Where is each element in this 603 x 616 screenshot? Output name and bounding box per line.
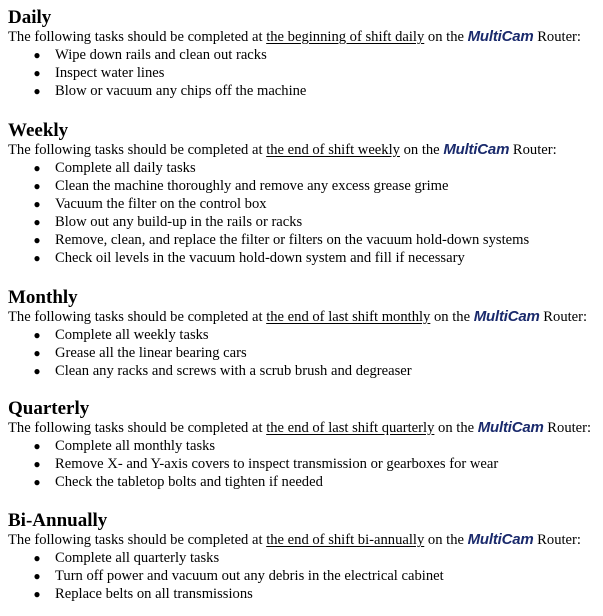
task-list bbox=[8, 159, 603, 267]
task-text: Clean the machine thoroughly and remove any excess grease grime bbox=[55, 178, 449, 194]
task-item bbox=[8, 437, 603, 455]
task-text: Clean any racks and screws with a scrub brush and degreaser bbox=[55, 363, 412, 379]
brand-name: MultiCam bbox=[467, 28, 534, 45]
intro-suffix: Router: bbox=[533, 532, 581, 548]
bullet-icon: ● bbox=[33, 251, 41, 265]
task-item bbox=[8, 231, 603, 249]
section-heading: Daily bbox=[8, 7, 52, 28]
task-text: Complete all daily tasks bbox=[55, 160, 196, 176]
section-quarterly bbox=[8, 399, 603, 491]
intro-middle: on the bbox=[399, 142, 444, 158]
bullet-icon: ● bbox=[33, 457, 41, 471]
intro-prefix: The following tasks should be completed at bbox=[8, 420, 267, 436]
task-item bbox=[8, 249, 603, 267]
task-text: Turn off power and vacuum out any debris in the electrical cabinet bbox=[55, 568, 444, 584]
task-text: Complete all quarterly tasks bbox=[55, 550, 220, 566]
task-item bbox=[8, 362, 603, 380]
brand-name: MultiCam bbox=[477, 419, 544, 436]
brand-name: MultiCam bbox=[473, 308, 540, 325]
intro-suffix: Router: bbox=[539, 309, 588, 325]
task-text: Wipe down rails and clean out racks bbox=[55, 47, 267, 63]
section-monthly bbox=[8, 288, 603, 380]
intro-timing: the end of shift weekly bbox=[266, 142, 400, 158]
task-text: Check oil levels in the vacuum hold-down system and fill if necessary bbox=[55, 250, 465, 266]
section-intro bbox=[8, 531, 603, 549]
task-text: Inspect water lines bbox=[55, 65, 165, 81]
bullet-icon: ● bbox=[33, 48, 41, 62]
bullet-icon: ● bbox=[33, 84, 41, 98]
section-heading: Monthly bbox=[8, 287, 78, 308]
bullet-icon: ● bbox=[33, 551, 41, 565]
section-daily bbox=[8, 8, 603, 100]
task-text: Blow or vacuum any chips off the machine bbox=[55, 83, 307, 99]
intro-timing: the end of shift bi-annually bbox=[266, 532, 425, 548]
task-text: Replace belts on all transmissions bbox=[55, 586, 253, 602]
task-item bbox=[8, 344, 603, 362]
section-intro bbox=[8, 141, 603, 159]
task-text: Blow out any build-up in the rails or racks bbox=[55, 214, 303, 230]
task-item bbox=[8, 82, 603, 100]
task-item bbox=[8, 473, 603, 491]
intro-prefix: The following tasks should be completed at bbox=[8, 532, 267, 548]
intro-timing: the end of last shift monthly bbox=[266, 309, 431, 325]
task-item bbox=[8, 213, 603, 231]
bullet-icon: ● bbox=[33, 364, 41, 378]
intro-prefix: The following tasks should be completed at bbox=[8, 309, 267, 325]
bullet-icon: ● bbox=[33, 215, 41, 229]
bullet-icon: ● bbox=[33, 439, 41, 453]
section-heading: Quarterly bbox=[8, 398, 90, 419]
intro-middle: on the bbox=[424, 532, 468, 548]
bullet-icon: ● bbox=[33, 569, 41, 583]
brand-name: MultiCam bbox=[443, 141, 510, 158]
intro-middle: on the bbox=[434, 420, 478, 436]
bullet-icon: ● bbox=[33, 346, 41, 360]
section-intro bbox=[8, 308, 603, 326]
task-item bbox=[8, 567, 603, 585]
intro-middle: on the bbox=[430, 309, 474, 325]
bullet-icon: ● bbox=[33, 179, 41, 193]
intro-prefix: The following tasks should be completed at bbox=[8, 29, 267, 45]
section-intro bbox=[8, 28, 603, 46]
task-item bbox=[8, 549, 603, 567]
bullet-icon: ● bbox=[33, 161, 41, 175]
bullet-icon: ● bbox=[33, 197, 41, 211]
task-item bbox=[8, 455, 603, 473]
task-text: Complete all weekly tasks bbox=[55, 327, 209, 343]
task-item bbox=[8, 326, 603, 344]
section-weekly bbox=[8, 121, 603, 267]
task-list bbox=[8, 326, 603, 380]
section-heading: Weekly bbox=[8, 120, 69, 141]
section-heading: Bi-Annually bbox=[8, 510, 108, 531]
task-text: Remove, clean, and replace the filter or filters on the vacuum hold-down systems bbox=[55, 232, 530, 248]
intro-middle: on the bbox=[424, 29, 468, 45]
bullet-icon: ● bbox=[33, 233, 41, 247]
task-item bbox=[8, 177, 603, 195]
task-item bbox=[8, 159, 603, 177]
intro-suffix: Router: bbox=[543, 420, 592, 436]
intro-suffix: Router: bbox=[509, 142, 557, 158]
intro-prefix: The following tasks should be completed at bbox=[8, 142, 267, 158]
task-text: Grease all the linear bearing cars bbox=[55, 345, 247, 361]
task-text: Remove X- and Y-axis covers to inspect transmission or gearboxes for wear bbox=[55, 456, 499, 472]
bullet-icon: ● bbox=[33, 475, 41, 489]
task-item bbox=[8, 46, 603, 64]
intro-suffix: Router: bbox=[533, 29, 581, 45]
section-intro bbox=[8, 419, 603, 437]
task-text: Vacuum the filter on the control box bbox=[55, 196, 267, 212]
task-item bbox=[8, 585, 603, 603]
bullet-icon: ● bbox=[33, 66, 41, 80]
intro-timing: the beginning of shift daily bbox=[266, 29, 425, 45]
task-list bbox=[8, 46, 603, 100]
section-bi-annually bbox=[8, 511, 603, 603]
task-list bbox=[8, 549, 603, 603]
brand-name: MultiCam bbox=[467, 531, 534, 548]
task-list bbox=[8, 437, 603, 491]
task-text: Check the tabletop bolts and tighten if needed bbox=[55, 474, 323, 490]
task-item bbox=[8, 64, 603, 82]
task-item bbox=[8, 195, 603, 213]
intro-timing: the end of last shift quarterly bbox=[266, 420, 435, 436]
bullet-icon: ● bbox=[33, 587, 41, 601]
bullet-icon: ● bbox=[33, 328, 41, 342]
task-text: Complete all monthly tasks bbox=[55, 438, 216, 454]
